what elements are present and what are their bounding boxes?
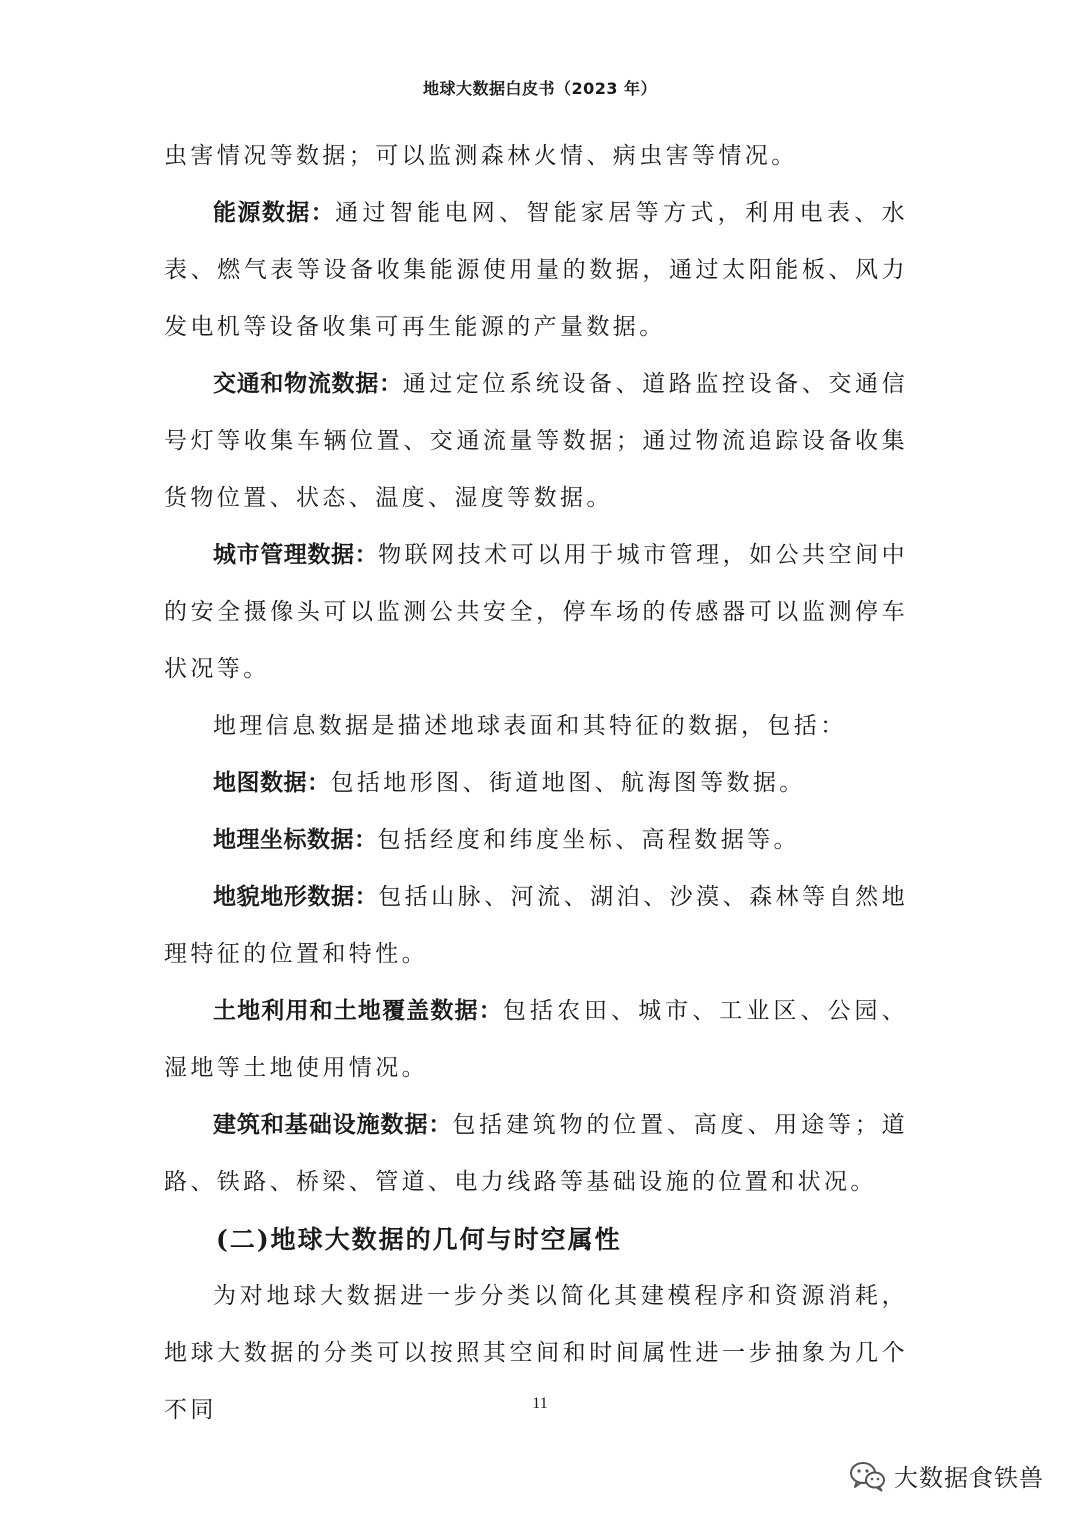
term-city-data: 城市管理数据： (213, 542, 379, 568)
paragraph-text: 包括山脉、河流、湖泊、沙漠、森林等自然地理特征的位置和特性。 (164, 884, 909, 967)
paragraph-map-data (164, 755, 908, 812)
paragraph-city-data (164, 527, 908, 698)
paragraph-energy-data (164, 185, 908, 356)
paragraph-text: 虫害情况等数据；可以监测森林火情、病虫害等情况。 (164, 143, 798, 169)
term-energy-data: 能源数据： (213, 200, 336, 226)
paragraph-text: 包括农田、城市、工业区、公园、湿地等土地使用情况。 (164, 998, 909, 1081)
term-land-use-data: 土地利用和土地覆盖数据： (213, 998, 503, 1024)
paragraph-land-use-data (164, 983, 908, 1097)
paragraph-text: 包括地形图、街道地图、航海图等数据。 (330, 770, 806, 796)
term-map-data: 地图数据： (213, 770, 331, 796)
document-body (164, 128, 908, 1439)
paragraph-text: 包括建筑物的位置、高度、用途等；道路、铁路、桥梁、管道、电力线路等基础设施的位置和状况。 (164, 1112, 908, 1195)
wechat-icon (848, 1460, 886, 1492)
paragraph-coordinate-data (164, 812, 908, 869)
paragraph-landform-data (164, 869, 908, 983)
paragraph-text: 通过智能电网、智能家居等方式，利用电表、水表、燃气表等设备收集能源使用量的数据，通过太阳能板、风力发电机等设备收集可再生能源的产量数据。 (164, 200, 908, 340)
watermark-text: 大数据食铁兽 (894, 1464, 1044, 1492)
paragraph-transport-data (164, 356, 908, 527)
paragraph-text: 包括经度和纬度坐标、高程数据等。 (377, 827, 800, 853)
term-landform-data: 地貌地形数据： (213, 884, 379, 910)
running-header: 地球大数据白皮书（2023 年） (422, 79, 658, 98)
section-paragraph (164, 1268, 908, 1439)
paragraph-text: 物联网技术可以用于城市管理，如公共空间中的安全摄像头可以监测公共安全，停车场的传感器可以监测停车状况等。 (164, 542, 909, 682)
watermark (848, 1458, 1044, 1493)
paragraph-text: 为对地球大数据进一步分类以简化其建模程序和资源消耗，地球大数据的分类可以按照其空间和时间属性进一步抽象为几个不同 (164, 1283, 908, 1423)
page-number: 11 (532, 1395, 548, 1412)
section-heading: (二)地球大数据的几何与时空属性 (216, 1225, 622, 1254)
term-coordinate-data: 地理坐标数据： (213, 827, 378, 853)
paragraph-pest-data (164, 128, 908, 185)
paragraph-geo-info-intro (164, 698, 908, 755)
paragraph-infrastructure-data (164, 1097, 908, 1211)
paragraph-text: 地理信息数据是描述地球表面和其特征的数据，包括： (213, 713, 847, 739)
paragraph-text: 通过定位系统设备、道路监控设备、交通信号灯等收集车辆位置、交通流量等数据；通过物流追踪设备收集货物位置、状态、温度、湿度等数据。 (164, 371, 909, 511)
term-transport-data: 交通和物流数据： (213, 371, 403, 397)
term-infrastructure-data: 建筑和基础设施数据： (213, 1112, 453, 1138)
